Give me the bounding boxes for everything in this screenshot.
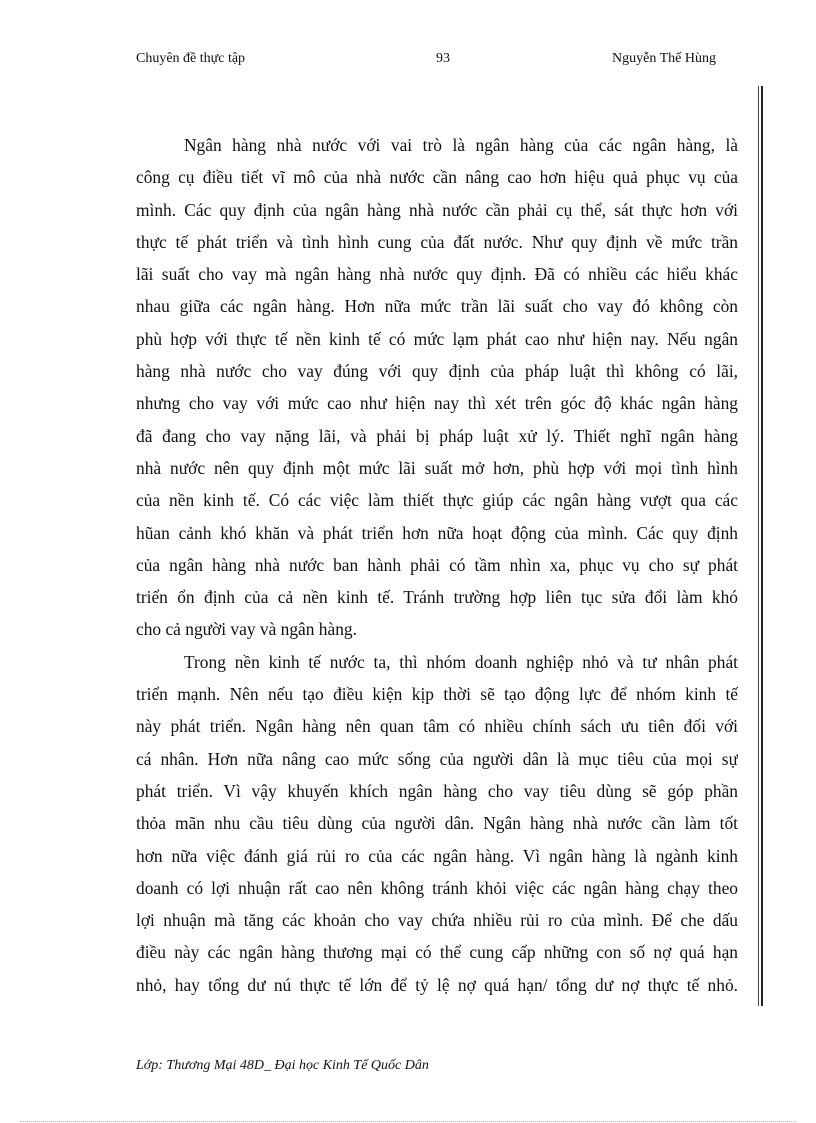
text-line: triển ổn định của cả nền kinh tế. Tránh trường hợp liên tục sửa đổi làm khó: [136, 587, 738, 608]
text-line: phát triển. Vì vậy khuyến khích ngân hàng cho vay tiêu dùng sẽ góp phần: [136, 780, 738, 801]
header-author: Nguyễn Thế Hùng: [612, 51, 716, 66]
text-line: thỏa mãn nhu cầu tiêu dùng của người dân. Ngân hàng nhà nước cần làm tốt: [136, 813, 738, 834]
page-number: 93: [436, 51, 450, 66]
text-line: công cụ điều tiết vĩ mô của nhà nước cần nâng cao hơn hiệu quả phục vụ của: [136, 167, 738, 188]
text-line: phù hợp với thực tế nền kinh tế có mức lạm phát cao như hiện nay. Nếu ngân: [136, 328, 738, 349]
footer-class-label: Lớp: Thương Mại 48D_ Đại học Kinh Tế Quốc Dân: [136, 1058, 429, 1073]
text-line: nhỏ, hay tổng dư nú thực tế lớn để tỷ lệ nợ quá hạn/ tổng dư nợ thực tế nhỏ.: [136, 974, 738, 995]
text-line: Ngân hàng nhà nước với vai trò là ngân hàng của các ngân hàng, là: [184, 135, 738, 155]
body-text: [136, 129, 738, 1001]
text-line: doanh có lợi nhuận rất cao nên không tránh khỏi việc các ngân hàng chạy theo: [136, 877, 738, 898]
text-line: hơn nữa việc đánh giá rủi ro của các ngân hàng. Vì ngân hàng là ngành kinh: [136, 845, 738, 866]
page-bottom-divider: [20, 1121, 796, 1122]
text-line: nhau giữa các ngân hàng. Hơn nữa mức trần lãi suất cho vay đó không còn: [136, 296, 738, 317]
text-line: này phát triển. Ngân hàng nên quan tâm có nhiều chính sách ưu tiên đối với: [136, 716, 738, 737]
text-line: của ngân hàng nhà nước ban hành phải có tầm nhìn xa, phục vụ cho sự phát: [136, 554, 738, 575]
text-line: cá nhân. Hơn nữa nâng cao mức sống của người dân là mục tiêu của mọi sự: [136, 748, 738, 769]
header-title: Chuyên đề thực tập: [136, 51, 246, 66]
page-border-right: [761, 86, 763, 1006]
text-line: mình. Các quy định của ngân hàng nhà nước cần phải cụ thể, sát thực hơn với: [136, 199, 738, 220]
text-line: thực tế phát triển và tình hình cung của đất nước. Như quy định về mức trần: [136, 231, 738, 252]
text-line: đã đang cho vay nặng lãi, và phải bị pháp luật xử lý. Thiết nghĩ ngân hàng: [136, 425, 738, 446]
text-line: của nền kinh tế. Có các việc làm thiết thực giúp các ngân hàng vượt qua các: [136, 490, 738, 511]
text-line: hàng nhà nước cho vay đúng với quy định của pháp luật thì không có lãi,: [136, 361, 738, 382]
text-line: triển mạnh. Nên nếu tạo điều kiện kịp thời sẽ tạo động lực để nhóm kinh tế: [136, 684, 738, 705]
text-line: lãi suất cho vay mà ngân hàng nhà nước quy định. Đã có nhiều các hiểu khác: [136, 264, 738, 285]
text-line: nhưng cho vay với mức cao như hiện nay thì xét trên góc độ khác ngân hàng: [136, 393, 738, 414]
text-line: cho cả người vay và ngân hàng.: [136, 619, 357, 640]
text-line: nhà nước nên quy định một mức lãi suất mở hơn, phù hợp với mọi tình hình: [136, 457, 738, 478]
text-line: điều này các ngân hàng thương mại có thể cung cấp những con số nợ quá hạn: [136, 942, 738, 963]
text-line: lợi nhuận mà tăng các khoản cho vay chứa nhiều rủi ro của mình. Để che dấu: [136, 910, 738, 931]
text-line: hũan cảnh khó khăn và phát triển hơn nữa hoạt động của mình. Các quy định: [136, 522, 738, 543]
text-line: Trong nền kinh tế nước ta, thì nhóm doanh nghiệp nhỏ và tư nhân phát: [184, 651, 738, 672]
